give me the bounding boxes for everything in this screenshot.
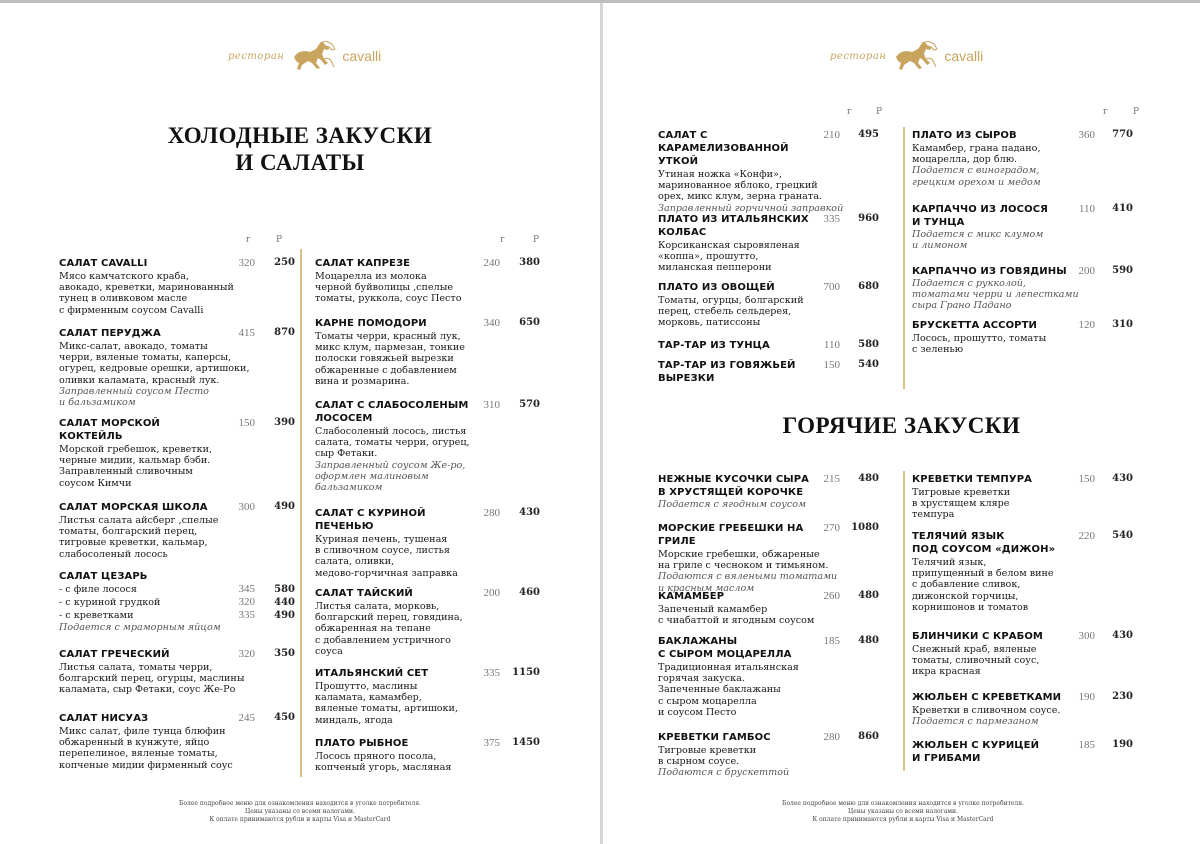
menu-item-price: 870 (274, 327, 295, 338)
menu-item-price: 250 (274, 257, 295, 268)
menu-item-price: 495 (858, 129, 879, 140)
menu-item (59, 501, 295, 560)
menu-item-name: КРЕВЕТКИ ГАМБОС (658, 732, 771, 743)
variant-price: 440 (274, 597, 295, 608)
menu-item-name: ЖЮЛЬЕН С КРЕВЕТКАМИ (912, 692, 1062, 703)
menu-item-note: Подается с виноградом, грецким орехом и медом (912, 165, 1041, 188)
menu-item-weight: 700 (823, 281, 840, 293)
weight-unit-label: г (500, 235, 505, 245)
menu-item-name: КАРПАЧЧО ИЗ ГОВЯДИНЫ (912, 266, 1067, 277)
menu-item (905, 739, 1157, 765)
menu-item-description: Моцарелла из молока черной буйволицы ,спелые томаты, руккола, соус Песто (315, 271, 462, 305)
menu-item-name: НЕЖНЫЕ КУСОЧКИ СЫРА В ХРУСТЯЩЕЙ КОРОЧКЕ (658, 474, 809, 498)
menu-item-weight: 215 (823, 473, 840, 485)
menu-item-price: 540 (1112, 530, 1133, 541)
menu-item-description: Листья салата, морковь, болгарский перец, говядина, обжаренная на тепане с добавлением устричного соуса (315, 601, 463, 657)
menu-item-weight: 120 (1078, 319, 1095, 331)
restaurant-logo (830, 41, 983, 71)
variant-price: 490 (274, 610, 295, 621)
menu-column (903, 471, 1157, 771)
menu-item-description: Микс-салат, авокадо, томаты черри, вяленые томаты, каперсы, огурец, кедровые орешки, артишоки, оливки каламата, красный лук. (59, 341, 250, 386)
menu-item-variant (59, 609, 295, 622)
menu-item-price: 390 (274, 417, 295, 428)
variant-price: 580 (274, 584, 295, 595)
menu-item-price: 380 (519, 257, 540, 268)
menu-item-weight: 240 (483, 257, 500, 269)
horse-logo-icon (290, 41, 336, 71)
menu-item (658, 339, 894, 352)
menu-item-price: 430 (1112, 473, 1133, 484)
menu-item-price: 430 (519, 507, 540, 518)
menu-item-price: 960 (858, 213, 879, 224)
price-unit-label: Р (876, 107, 883, 117)
menu-item-name: САЛАТ CAVALLI (59, 258, 148, 269)
section-title-cold-appetizers (0, 122, 600, 176)
menu-item-price: 650 (519, 317, 540, 328)
menu-column (658, 127, 894, 389)
logo-brand-text: cavalli (342, 48, 382, 64)
menu-item-weight: 150 (238, 417, 255, 429)
weight-unit-label: г (847, 107, 852, 117)
menu-item-description: Лосось, прошутто, томаты с зеленью (912, 333, 1047, 356)
menu-item (302, 317, 554, 387)
menu-item (905, 129, 1157, 188)
variant-weight: 335 (238, 609, 255, 621)
menu-item (302, 737, 554, 773)
price-unit-label: Р (276, 235, 283, 245)
menu-item-weight: 335 (823, 213, 840, 225)
menu-item (658, 281, 894, 329)
menu-item-weight: 360 (1078, 129, 1095, 141)
menu-item-name: БЛИНЧИКИ С КРАБОМ (912, 631, 1043, 642)
menu-item-weight: 150 (1078, 473, 1095, 485)
menu-column (903, 127, 1157, 389)
menu-item-note: Подается с пармезаном (912, 716, 1039, 728)
menu-item (658, 473, 894, 510)
menu-item-price: 1450 (512, 737, 540, 748)
variant-label: - с филе лосося (59, 584, 137, 595)
logo-script-text: ресторан (830, 50, 887, 62)
menu-item-name: ПЛАТО ИЗ СЫРОВ (912, 130, 1017, 141)
menu-item-note: Подается с рукколой, томатами черри и лепестками сыра Грано Падано (912, 278, 1079, 312)
menu-item (302, 667, 554, 726)
menu-item-description: Корсиканская сыровяленая «коппа», прошутто, миланская пепперони (658, 240, 800, 274)
menu-item-weight: 110 (1078, 203, 1095, 215)
menu-item-price: 410 (1112, 203, 1133, 214)
menu-item-name: САЛАТ НИСУАЗ (59, 713, 149, 724)
menu-item-description: Традиционная итальянская горячая закуска. Запеченные баклажаны с сыром моцарелла и соусом Песто (658, 662, 799, 718)
menu-item-weight: 185 (1078, 739, 1095, 751)
weight-unit-label: г (246, 235, 251, 245)
menu-item-description: Морской гребешок, креветки, черные мидии, кальмар бэби. Заправленный сливочным соусом Кимчи (59, 444, 213, 489)
menu-item-weight: 200 (483, 587, 500, 599)
menu-column (658, 471, 894, 781)
price-unit-label: Р (533, 235, 540, 245)
logo-brand-text: cavalli (944, 48, 984, 64)
menu-footer-note: Более подробное меню для ознакомления находится в уголке потребителя. Цены указаны со всеми налогами. К оплате принимаются рубли и карты Visa и MasterCard (179, 800, 421, 823)
menu-item-name: САЛАТ С КУРИНОЙ ПЕЧЕНЬЮ (315, 508, 426, 532)
weight-unit-label: г (1103, 107, 1108, 117)
menu-item (658, 590, 894, 626)
menu-item-description: Слабосоленый лосось, листья салата, томаты черри, огурец, сыр Фетаки. (315, 426, 470, 460)
menu-item-description: Камамбер, грана падано, моцарелла, дор блю. (912, 143, 1041, 166)
menu-item-name: ПЛАТО ИЗ ИТАЛЬЯНСКИХ КОЛБАС (658, 214, 809, 238)
menu-item-description: Лосось пряного посола, копченый угорь, масляная (315, 751, 452, 774)
menu-item-weight: 210 (823, 129, 840, 141)
menu-item (302, 587, 554, 657)
menu-item-weight: 260 (823, 590, 840, 602)
section-title-hot-appetizers: ГОРЯЧИЕ ЗАКУСКИ (782, 413, 1021, 438)
menu-item-weight: 280 (823, 731, 840, 743)
menu-item-note: Заправленный соусом Же-ро, оформлен малиновым бальзамиком (315, 459, 466, 494)
menu-footer-note: Более подробное меню для ознакомления находится в уголке потребителя. Цены указаны со всеми налогами. К оплате принимаются рубли и карты Visa и MasterCard (782, 800, 1024, 823)
menu-item-price: 480 (858, 590, 879, 601)
menu-item-name: САЛАТ ТАЙСКИЙ (315, 588, 413, 599)
menu-item-price: 540 (858, 359, 879, 370)
menu-item (59, 327, 295, 408)
menu-item (905, 265, 1157, 312)
menu-item-weight: 190 (1078, 691, 1095, 703)
menu-item-price: 480 (858, 635, 879, 646)
menu-item-weight: 245 (238, 712, 255, 724)
menu-item-description: Утиная ножка «Конфи», маринованное яблоко, грецкий орех, микс клум, зерна граната. (658, 169, 822, 203)
menu-item-name: МОРСКИЕ ГРЕБЕШКИ НА ГРИЛЕ (658, 523, 804, 547)
menu-item-description: Морские гребешки, обжареные на гриле с чесноком и тимьяном. (658, 549, 829, 572)
menu-item-name: ТАР-ТАР ИЗ ГОВЯЖЬЕЙ ВЫРЕЗКИ (658, 360, 796, 384)
menu-item (658, 213, 894, 274)
menu-item (905, 630, 1157, 678)
menu-item-name: САЛАТ ГРЕЧЕСКИЙ (59, 649, 170, 660)
menu-item-note: Подаются с брускеттой (658, 767, 790, 779)
title-line-2: И САЛАТЫ (235, 150, 365, 175)
menu-item-description: Томаты черри, красный лук, микс клум, пармезан, тонкие полоски говяжьей вырезки обжаренные с добавлением вина и розмарина. (315, 331, 465, 387)
menu-item (59, 257, 295, 316)
menu-item-name: КАРНЕ ПОМОДОРИ (315, 318, 427, 329)
menu-item-note: Подается с микс клумом и лимоном (912, 229, 1044, 252)
menu-item-price: 430 (1112, 630, 1133, 641)
menu-item-price: 450 (274, 712, 295, 723)
menu-item-variant (59, 596, 295, 609)
menu-item-price: 860 (858, 731, 879, 742)
menu-column (300, 249, 554, 777)
menu-item (302, 507, 554, 579)
variant-weight: 345 (238, 583, 255, 595)
menu-item (905, 691, 1157, 727)
menu-item-weight: 415 (238, 327, 255, 339)
menu-item (302, 257, 554, 305)
menu-item-price: 490 (274, 501, 295, 512)
menu-item-weight: 280 (483, 507, 500, 519)
menu-item-weight: 375 (483, 737, 500, 749)
menu-item-name: САЛАТ ПЕРУДЖА (59, 328, 161, 339)
restaurant-logo (228, 41, 381, 71)
menu-item-weight: 340 (483, 317, 500, 329)
menu-item-name: САЛАТ МОРСКОЙ КОКТЕЙЛЬ (59, 418, 160, 442)
menu-item-name: ТАР-ТАР ИЗ ТУНЦА (658, 340, 770, 351)
logo-script-text: ресторан (228, 50, 285, 62)
menu-item-description: Телячий язык, припущенный в белом вине с добавление сливок, дижонской горчицы, корнишонов и томатов (912, 557, 1054, 613)
menu-item-weight: 300 (238, 501, 255, 513)
menu-item-note: Заправленный соусом Песто и бальзамиком (59, 385, 209, 409)
menu-item-description: Микс салат, филе тунца блюфин обжаренный в кунжуте, яйцо перепелиное, вяленые томаты, копченые мидии фирменный соус (59, 726, 233, 771)
menu-item (905, 530, 1157, 613)
menu-item-weight: 185 (823, 635, 840, 647)
title-line-1: ХОЛОДНЫЕ ЗАКУСКИ (167, 123, 433, 148)
price-unit-label: Р (1133, 107, 1140, 117)
menu-item-name: КАМАМБЕР (658, 591, 725, 602)
menu-item (658, 359, 894, 385)
menu-item-variant (59, 583, 295, 596)
menu-item-note: Подается с мраморным яйцом (59, 622, 221, 633)
menu-item (658, 522, 894, 594)
menu-item-name: КАРПАЧЧО ИЗ ЛОСОСЯ И ТУНЦА (912, 204, 1048, 228)
menu-item-description: Листья салата, томаты черри, болгарский перец, огурцы, маслины каламата, сыр Фетаки, соус Же-Ро (59, 662, 245, 696)
horse-logo-icon (892, 41, 938, 71)
menu-item (59, 417, 295, 489)
menu-item-weight: 310 (483, 399, 500, 411)
menu-item-description: Тигровые креветки в хрустящем кляре темпура (912, 487, 1011, 521)
menu-item-name: БАКЛАЖАНЫ С СЫРОМ МОЦАРЕЛЛА (658, 636, 792, 660)
menu-item-price: 680 (858, 281, 879, 292)
menu-item-name: САЛАТ КАПРЕЗЕ (315, 258, 411, 269)
menu-item-description: Тигровые креветки в сырном соусе. (658, 745, 757, 768)
menu-item (658, 731, 894, 779)
menu-item-name: САЛАТ С СЛАБОСОЛЕНЫМ ЛОСОСЕМ (315, 400, 469, 424)
menu-item-note: Подаются с вялеными томатами и красным маслом (658, 571, 838, 594)
menu-item-weight: 110 (823, 339, 840, 351)
menu-item-description: Прошутто, маслины каламата, камамбер, вяленые томаты, артишоки, миндаль, ягода (315, 681, 458, 726)
menu-item-description: Мясо камчатского краба, авокадо, креветки, маринованный тунец в оливковом масле с фирменным соусом Cavalli (59, 271, 234, 316)
menu-item-description: Запеченый камамбер с чиабаттой и ягодным соусом (658, 604, 815, 627)
menu-item-price: 1080 (851, 522, 879, 533)
menu-item-weight: 220 (1078, 530, 1095, 542)
menu-item-price: 190 (1112, 739, 1133, 750)
menu-item-weight: 335 (483, 667, 500, 679)
menu-item-price: 590 (1112, 265, 1133, 276)
menu-item (59, 648, 295, 696)
menu-item (59, 570, 295, 633)
menu-item-price: 480 (858, 473, 879, 484)
menu-column (59, 257, 295, 777)
menu-item (658, 129, 894, 214)
menu-item-price: 570 (519, 399, 540, 410)
menu-page-right (603, 3, 1200, 844)
variant-label: - с куриной грудкой (59, 597, 161, 608)
menu-item-name: БРУСКЕТТА АССОРТИ (912, 320, 1038, 331)
menu-item (905, 319, 1157, 355)
menu-item-name: САЛАТ МОРСКАЯ ШКОЛА (59, 502, 208, 513)
menu-item-description: Томаты, огурцы, болгарский перец, стебель сельдерея, морковь, патиссоны (658, 295, 804, 329)
menu-item-price: 1150 (512, 667, 540, 678)
menu-item-name: ИТАЛЬЯНСКИЙ СЕТ (315, 668, 429, 679)
menu-item-note: Заправленный горчичной заправкой (658, 202, 844, 214)
menu-item-weight: 320 (238, 648, 255, 660)
menu-item-name: ТЕЛЯЧИЙ ЯЗЫК ПОД СОУСОМ «ДИЖОН» (912, 531, 1056, 555)
menu-item-name: КРЕВЕТКИ ТЕМПУРА (912, 474, 1032, 485)
menu-item-price: 770 (1112, 129, 1133, 140)
menu-item-description: Снежный краб, вяленые томаты, сливочный соус, икра красная (912, 644, 1040, 678)
menu-item-name: ПЛАТО РЫБНОЕ (315, 738, 409, 749)
menu-item-note: Подается с ягодным соусом (658, 499, 806, 510)
menu-page-left (0, 3, 600, 844)
menu-item-weight: 150 (823, 359, 840, 371)
menu-item-description: Креветки в сливочном соусе. (912, 705, 1061, 716)
variant-weight: 320 (238, 596, 255, 608)
menu-item (302, 399, 554, 493)
menu-item-name: ЖЮЛЬЕН С КУРИЦЕЙ И ГРИБАМИ (912, 740, 1040, 764)
menu-item-price: 460 (519, 587, 540, 598)
variant-label: - с креветками (59, 610, 134, 621)
menu-item-name: САЛАТ ЦЕЗАРЬ (59, 571, 148, 582)
menu-item-weight: 300 (1078, 630, 1095, 642)
menu-item-name: САЛАТ С КАРАМЕЛИЗОВАННОЙ УТКОЙ (658, 130, 789, 167)
menu-item-weight: 320 (238, 257, 255, 269)
menu-item (905, 473, 1157, 521)
menu-item (658, 635, 894, 718)
menu-item-weight: 270 (823, 522, 840, 534)
menu-item-description: Листья салата айсберг ,спелые томаты, болгарский перец, тигровые креветки, кальмар, слабосоленый лосось (59, 515, 219, 560)
menu-item-price: 580 (858, 339, 879, 350)
menu-item (59, 712, 295, 771)
menu-item-price: 350 (274, 648, 295, 659)
menu-item-price: 310 (1112, 319, 1133, 330)
menu-item (905, 203, 1157, 251)
menu-item-description: Куриная печень, тушеная в сливочном соусе, листья салата, оливки, медово-горчичная заправка (315, 534, 458, 579)
menu-item-name: ПЛАТО ИЗ ОВОЩЕЙ (658, 282, 775, 293)
menu-item-weight: 200 (1078, 265, 1095, 277)
menu-item-price: 230 (1112, 691, 1133, 702)
